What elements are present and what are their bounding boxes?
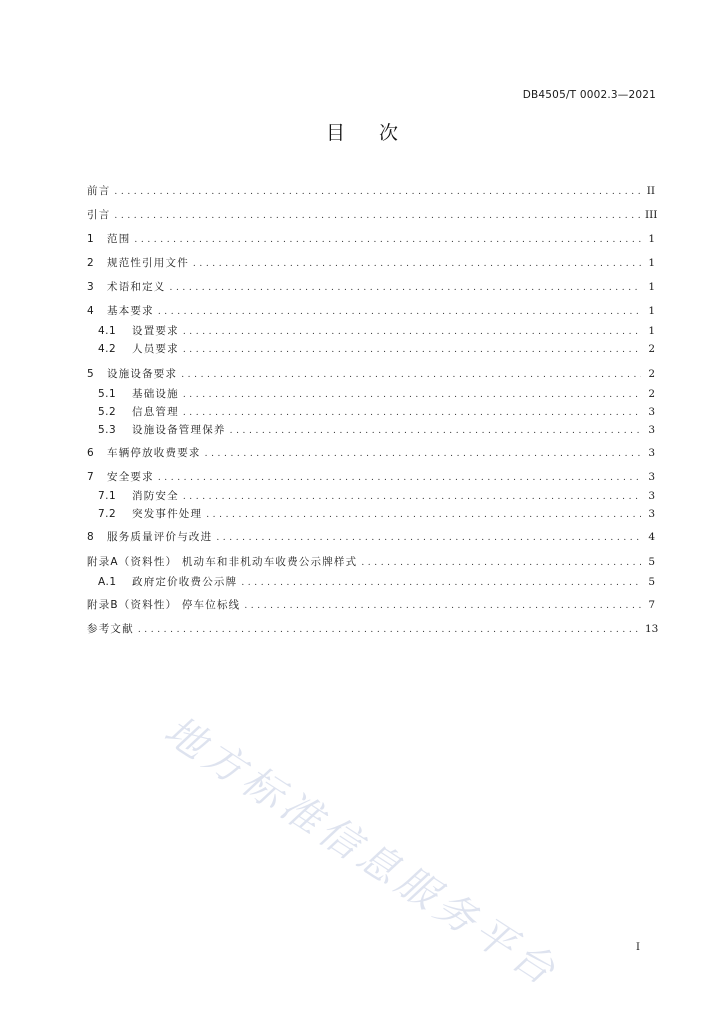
- toc-entry-title: 服务质量评价与改进: [107, 531, 213, 543]
- toc-entry[interactable]: [87, 302, 655, 320]
- toc-dot-leader: [193, 255, 641, 273]
- toc-entry[interactable]: [87, 553, 655, 571]
- toc-entry-title: 设置要求: [132, 325, 179, 337]
- toc-dot-leader: [158, 469, 641, 487]
- toc-entry-page: 4: [648, 531, 655, 543]
- toc-entry[interactable]: [87, 403, 655, 421]
- toc-entry-page: 1: [648, 325, 655, 337]
- toc-entry-page: 1: [648, 233, 655, 245]
- toc-entry-number: 7.2: [98, 508, 117, 520]
- toc-entry-page: 5: [648, 576, 655, 588]
- toc-entry[interactable]: [87, 385, 655, 403]
- toc-entry[interactable]: [87, 254, 655, 272]
- toc-entry-number: 4.2: [98, 343, 117, 355]
- toc-entry-page: 7: [648, 599, 655, 611]
- toc-entry-title: 基础设施: [132, 388, 179, 400]
- toc-entry-number: 5.3: [98, 424, 117, 436]
- toc-entry-number: 8: [87, 531, 95, 543]
- toc-dot-leader: [241, 574, 641, 592]
- toc-entry-page: 2: [648, 388, 655, 400]
- toc-entry-number: 4.1: [98, 325, 117, 337]
- page-number: I: [636, 942, 640, 953]
- toc-dot-leader: [216, 529, 641, 547]
- toc-entry-page: 3: [648, 406, 655, 418]
- toc-entry-page: 13: [645, 623, 659, 635]
- toc-entry[interactable]: [87, 573, 655, 591]
- toc-entry-title: 附录A（资料性） 机动车和非机动车收费公示牌样式: [87, 556, 358, 568]
- toc-entry-title: 术语和定义: [107, 281, 166, 293]
- toc-dot-leader: [183, 341, 641, 359]
- toc-entry-page: 3: [648, 490, 655, 502]
- toc-entry-title: 消防安全: [132, 490, 179, 502]
- toc-entry[interactable]: [87, 487, 655, 505]
- toc-entry-number: 1: [87, 233, 95, 245]
- toc-entry-number: 6: [87, 447, 95, 459]
- toc-dot-leader: [114, 207, 641, 225]
- toc-dot-leader: [158, 303, 641, 321]
- toc-entry-page: III: [645, 209, 658, 221]
- toc-dot-leader: [183, 323, 641, 341]
- toc-entry-number: 3: [87, 281, 95, 293]
- toc-entry-page: 5: [648, 556, 655, 568]
- toc-entry-title: 规范性引用文件: [107, 257, 189, 269]
- toc-dot-leader: [170, 279, 642, 297]
- toc-entry[interactable]: [87, 365, 655, 383]
- toc-entry[interactable]: [87, 421, 655, 439]
- toc-entry-page: 2: [648, 343, 655, 355]
- toc-entry-number: 5.2: [98, 406, 117, 418]
- toc-dot-leader: [230, 422, 641, 440]
- page-title: 目次: [325, 122, 432, 144]
- toc-dot-leader: [138, 621, 641, 639]
- toc-entry-number: 7: [87, 471, 95, 483]
- toc-entry-title: 前言: [87, 185, 111, 197]
- toc-dot-leader: [206, 506, 641, 524]
- toc-entry-number: 2: [87, 257, 95, 269]
- toc-entry[interactable]: [87, 206, 658, 224]
- toc-entry-title: 附录B（资料性） 停车位标线: [87, 599, 241, 611]
- toc-dot-leader: [134, 231, 641, 249]
- toc-entry[interactable]: [87, 444, 655, 462]
- toc-entry-page: 1: [648, 281, 655, 293]
- toc-entry[interactable]: [87, 230, 655, 248]
- toc-dot-leader: [183, 404, 641, 422]
- watermark-text: 地方标准信息服务平台: [156, 707, 567, 997]
- toc-entry-page: 1: [648, 257, 655, 269]
- toc-entry-number: 7.1: [98, 490, 117, 502]
- toc-entry[interactable]: [87, 620, 659, 638]
- toc-entry-title: 引言: [87, 209, 111, 221]
- toc-entry[interactable]: [87, 278, 655, 296]
- toc-entry[interactable]: [87, 322, 655, 340]
- toc-entry-title: 设施设备管理保养: [132, 424, 226, 436]
- toc-dot-leader: [183, 488, 641, 506]
- toc-entry[interactable]: [87, 528, 655, 546]
- toc-entry-title: 车辆停放收费要求: [107, 447, 201, 459]
- toc-entry[interactable]: [87, 182, 655, 200]
- toc-dot-leader: [361, 554, 641, 572]
- toc-dot-leader: [244, 597, 641, 615]
- toc-dot-leader: [205, 445, 641, 463]
- toc-entry-title: 政府定价收费公示牌: [132, 576, 238, 588]
- toc-entry-number: 4: [87, 305, 95, 317]
- toc-entry-title: 设施设备要求: [107, 368, 178, 380]
- toc-entry-title: 信息管理: [132, 406, 179, 418]
- toc-dot-leader: [183, 386, 641, 404]
- toc-entry[interactable]: [87, 468, 655, 486]
- toc-entry[interactable]: [87, 596, 655, 614]
- toc-entry-title: 基本要求: [107, 305, 154, 317]
- toc-entry-title: 范围: [107, 233, 131, 245]
- toc-entry-page: 2: [648, 368, 655, 380]
- toc-entry-page: 3: [648, 508, 655, 520]
- toc-entry-number: 5: [87, 368, 95, 380]
- toc-dot-leader: [181, 366, 641, 384]
- toc-entry-page: 3: [648, 424, 655, 436]
- toc-entry[interactable]: [87, 505, 655, 523]
- toc-entry-page: II: [646, 185, 655, 197]
- document-id: DB4505/T 0002.3—2021: [522, 89, 656, 101]
- toc-entry[interactable]: [87, 340, 655, 358]
- toc-entry-number: 5.1: [98, 388, 117, 400]
- toc-entry-page: 3: [648, 471, 655, 483]
- toc-entry-page: 1: [648, 305, 655, 317]
- toc-entry-title: 突发事件处理: [132, 508, 203, 520]
- toc-entry-title: 人员要求: [132, 343, 179, 355]
- toc-entry-page: 3: [648, 447, 655, 459]
- toc-dot-leader: [114, 183, 641, 201]
- toc-entry-title: 参考文献: [87, 623, 134, 635]
- toc-entry-title: 安全要求: [107, 471, 154, 483]
- toc-entry-number: A.1: [98, 576, 117, 588]
